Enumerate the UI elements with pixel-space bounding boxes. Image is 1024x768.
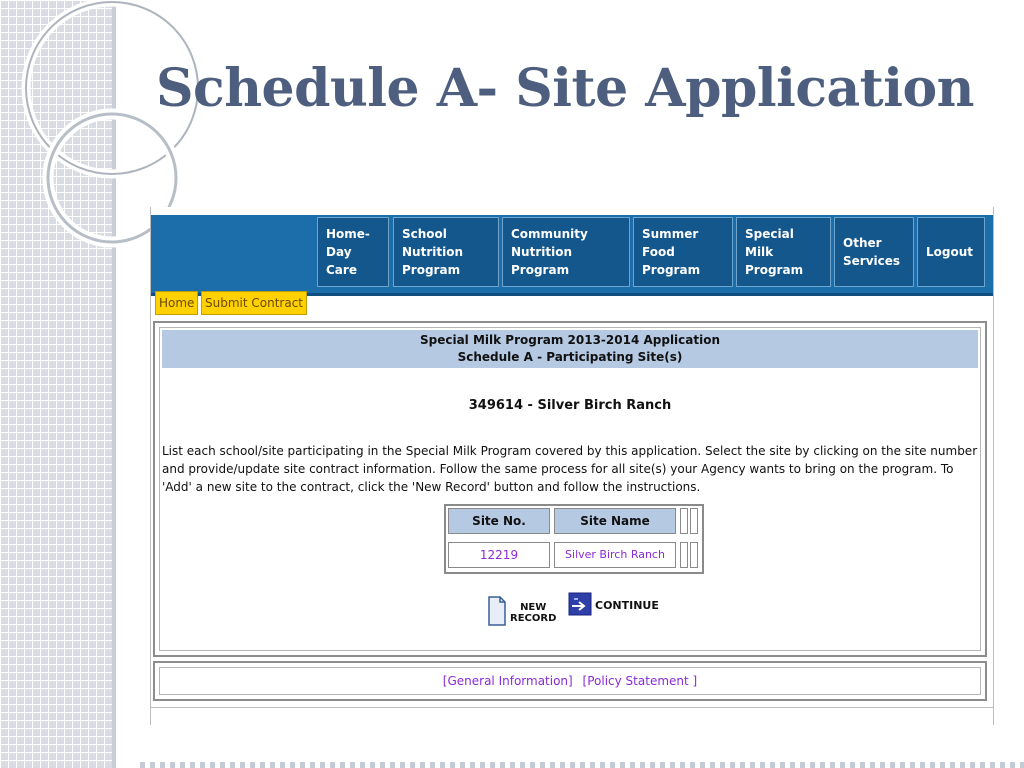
site-table [444, 504, 704, 574]
nav-school-nutrition[interactable]: School Nutrition Program [393, 217, 499, 287]
table-spacer-col [680, 508, 688, 534]
agency-name: 349614 - Silver Birch Ranch [468, 398, 672, 413]
site-name-link[interactable]: Silver Birch Ranch [554, 542, 676, 568]
heading-line-1: Special Milk Program 2013-2014 Application [419, 333, 721, 347]
nav-home-day-care[interactable]: Home- Day Care [317, 217, 389, 287]
nav-summer-food[interactable]: Summer Food Program [633, 217, 733, 287]
panel-heading [162, 330, 978, 368]
header-site-name: Site Name [554, 508, 676, 534]
tab-submit-contract[interactable]: Submit Contract [201, 291, 307, 315]
document-icon [488, 596, 506, 626]
nav-special-milk[interactable]: Special Milk Program [736, 217, 831, 287]
policy-statement-link[interactable]: [Policy Statement ] [582, 674, 698, 688]
bottom-dash-border [140, 762, 1024, 768]
heading-line-2: Schedule A - Participating Site(s) [457, 350, 683, 364]
nav-other-services[interactable]: Other Services [834, 217, 914, 287]
new-record-line-2: RECORD [510, 613, 557, 624]
new-record-button[interactable] [488, 590, 558, 630]
nav-community-nutrition[interactable]: Community Nutrition Program [502, 217, 630, 287]
slide-title: Schedule A- Site Application [156, 58, 974, 119]
general-information-link[interactable]: [General Information] [442, 674, 573, 688]
table-spacer-col [690, 542, 698, 568]
application-screenshot [150, 207, 994, 725]
instructions-text: List each school/site participating in the Special Milk Program covered by this application. Select the site by clicking on the site number and provide/update site contract information. Follow the same process for all site(s) your Agency wants to bring on the program. To 'Add' a new site to the contract, click the 'New Record' button and follow the instructions. [162, 444, 978, 494]
continue-arrow-icon [568, 592, 592, 616]
table-spacer-col [680, 542, 688, 568]
tab-home[interactable]: Home [155, 291, 198, 315]
top-navbar [151, 215, 993, 296]
screenshot-bottom-line [151, 707, 993, 708]
content-panel [153, 321, 987, 657]
footer-links [159, 667, 981, 695]
header-site-no: Site No. [448, 508, 550, 534]
footer-bar [153, 661, 987, 701]
nav-logout[interactable]: Logout [917, 217, 985, 287]
continue-button[interactable] [568, 590, 668, 624]
new-record-line-1: NEW [520, 602, 547, 613]
content-panel-inner [159, 327, 981, 651]
table-spacer-col [690, 508, 698, 534]
site-no-link[interactable]: 12219 [448, 542, 550, 568]
continue-label: CONTINUE [595, 599, 659, 612]
